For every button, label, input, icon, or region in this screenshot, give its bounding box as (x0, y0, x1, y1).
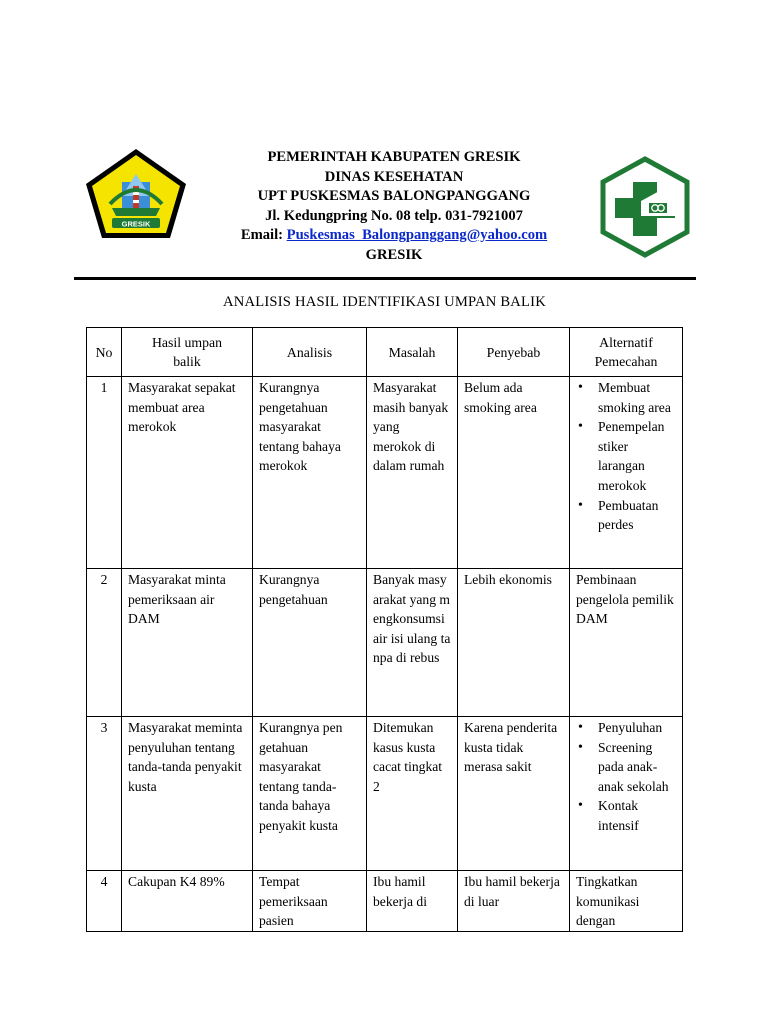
letterhead-divider (74, 277, 696, 280)
cell-penyebab: Karena penderita kusta tidak merasa sakit (458, 717, 570, 871)
table-header-row (87, 328, 683, 377)
email-row (190, 226, 598, 246)
agency-name: PEMERINTAH KABUPATEN GRESIK (267, 149, 521, 165)
cell-hasil: Cakupan K4 89% (122, 871, 253, 932)
email-link[interactable]: Puskesmas_Balongpanggang@yahoo.com (286, 227, 548, 243)
cell-masalah: Banyak masyarakat yang mengkonsumsi air isi ulang tanpa di rebus (367, 569, 458, 717)
cell-alternatif: Tingkatkan komunikasi dengan (570, 871, 683, 932)
cell-no: 3 (87, 717, 122, 871)
cell-analisis: Kurangnya pengetahuan (253, 569, 367, 717)
logo-lettering: GRESIK (121, 219, 151, 229)
header-hasil-umpan-balik: Hasil umpan balik (122, 328, 253, 377)
unit-name: UPT PUSKESMAS BALONGPANGGANG (257, 188, 531, 204)
alternatif-list (576, 718, 676, 836)
header-masalah: Masalah (367, 328, 458, 377)
cell-penyebab: Ibu hamil bekerja di luar (458, 871, 570, 932)
gresik-emblem-logo (82, 146, 190, 242)
cell-no: 4 (87, 871, 122, 932)
header-analisis: Analisis (253, 328, 367, 377)
cell-masalah: Ibu hamil bekerja di (367, 871, 458, 932)
department-name: DINAS KESEHATAN (324, 168, 464, 185)
cell-no: 1 (87, 377, 122, 569)
cell-masalah: Ditemukan kasus kusta cacat tingkat 2 (367, 717, 458, 871)
cell-alternatif (570, 717, 683, 871)
list-item: • Screening pada anak-anak sekolah (598, 738, 676, 797)
table-row (87, 871, 683, 932)
cell-masalah: Masyarakat masih banyak yang merokok di dalam rumah (367, 377, 458, 569)
letterhead (190, 148, 598, 265)
feedback-analysis-table (86, 327, 683, 932)
table-row (87, 717, 683, 871)
cell-analisis: Kurangnya pen getahuan masyarakat tentang tanda-tanda bahaya penyakit kusta (253, 717, 367, 871)
table-row (87, 569, 683, 717)
table-row (87, 377, 683, 569)
address: Jl. Kedungpring No. 08 telp. 031-7921007 (265, 207, 523, 224)
list-item: • Kontak intensif (598, 796, 676, 835)
cell-no: 2 (87, 569, 122, 717)
list-item: • Pembuatan perdes (598, 496, 676, 535)
cell-hasil: Masyarakat meminta penyuluhan tentang tanda-tanda penyakit kusta (122, 717, 253, 871)
city: GRESIK (365, 246, 423, 263)
cell-hasil: Masyarakat sepakat membuat area merokok (122, 377, 253, 569)
header-no: No (87, 328, 122, 377)
alternatif-list (576, 378, 676, 535)
cell-analisis: Kurangnya pengetahuan masyarakat tentang bahaya merokok (253, 377, 367, 569)
header-alternatif-pemecahan: Alternatif Pemecahan (570, 328, 683, 377)
cell-penyebab: Belum ada smoking area (458, 377, 570, 569)
document-title: ANALISIS HASIL IDENTIFIKASI UMPAN BALIK (223, 294, 546, 310)
cell-penyebab: Lebih ekonomis (458, 569, 570, 717)
cell-analisis: Tempat pemeriksaan pasien (253, 871, 367, 932)
puskesmas-logo (597, 156, 693, 258)
cell-hasil: Masyarakat minta pemeriksaan air DAM (122, 569, 253, 717)
list-item: • Penyuluhan (598, 718, 676, 738)
email-label: Email: (240, 227, 287, 243)
cell-alternatif (570, 377, 683, 569)
list-item: • Penempelan stiker larangan merokok (598, 417, 676, 495)
list-item: • Membuat smoking area (598, 378, 676, 417)
cell-alternatif: Pembinaan pengelola pemilik DAM (570, 569, 683, 717)
header-penyebab: Penyebab (458, 328, 570, 377)
